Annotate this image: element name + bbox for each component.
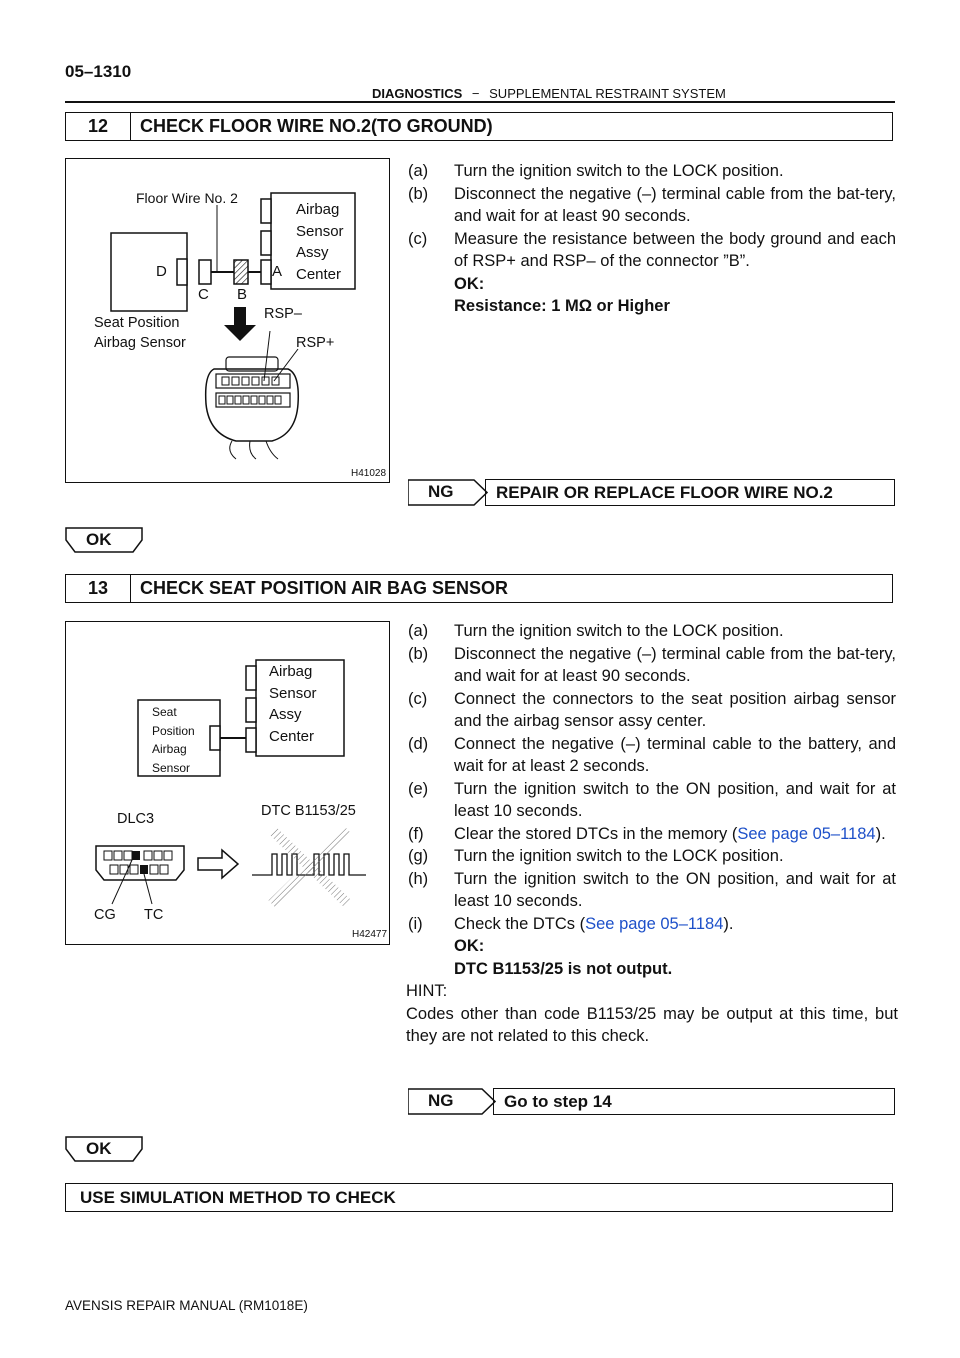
instruction-item: (a) Turn the ignition switch to the LOCK position. [408, 622, 784, 640]
ok-criteria: Resistance: 1 MΩ or Higher [454, 297, 670, 315]
step-12-header [65, 112, 893, 141]
seat-sensor-label: Seat Position Airbag Sensor [94, 315, 186, 351]
step-13-ng-row [408, 1088, 895, 1115]
dlc3-label: DLC3 [117, 811, 155, 827]
step-13-header [65, 574, 893, 603]
instruction-item: (e) Turn the ignition switch to the ON position, and wait for at least 10 seconds. [408, 779, 896, 820]
airbag-sensor-label-2: Airbag Sensor Assy Center [269, 663, 317, 745]
page-number: 05–1310 [65, 62, 132, 81]
tc-terminal-label: TC [144, 907, 164, 923]
header-dash: − [471, 86, 480, 101]
header-rule [65, 101, 895, 103]
instruction-item: (b) Disconnect the negative (–) terminal cable from the bat-tery, and wait for at least 90 seconds. [408, 644, 896, 685]
instruction-item: (i) Check the DTCs (See page 05–1184). [408, 914, 734, 933]
instruction-item: (c) Connect the connectors to the seat position airbag sensor and the airbag sensor assy center. [408, 689, 896, 730]
figure-code-h42477: H42477 [352, 929, 388, 940]
final-action-box: USE SIMULATION METHOD TO CHECK [65, 1183, 893, 1212]
floor-wire-label: Floor Wire No. 2 [136, 190, 238, 206]
step-13-title: CHECK SEAT POSITION AIR BAG SENSOR [140, 578, 509, 598]
ng-label: NG [428, 1091, 454, 1110]
step-13-ok-tab: OK [65, 1136, 143, 1167]
step-13-number: 13 [66, 575, 131, 602]
step-12-instructions [408, 160, 896, 318]
step-12-ok-tab: OK [65, 527, 143, 558]
rsp-minus-label: RSP– [264, 306, 302, 322]
cg-terminal-label: CG [94, 907, 116, 923]
connector-d-label: D [156, 263, 167, 280]
connector-c-label: C [198, 286, 209, 303]
instruction-item: (g) Turn the ignition switch to the LOCK position. [408, 847, 784, 865]
connector-b-label: B [237, 286, 248, 303]
connector-a-label: A [272, 263, 283, 280]
ok-criteria: DTC B1153/25 is not output. [454, 959, 673, 978]
step-13-figure [65, 621, 390, 945]
hint-text: Codes other than code B1153/25 may be output at this time, but they are not related to this check. [406, 1004, 898, 1045]
footer: AVENSIS REPAIR MANUAL (RM1018E) [65, 1298, 308, 1313]
figure-code-h41028: H41028 [351, 468, 387, 479]
header-subsection: SUPPLEMENTAL RESTRAINT SYSTEM [489, 86, 726, 101]
instruction-item: (h) Turn the ignition switch to the ON position, and wait for at least 10 seconds. [408, 869, 896, 910]
ng-action: REPAIR OR REPLACE FLOOR WIRE NO.2 [485, 479, 895, 506]
dtc-check-diagram [66, 622, 388, 943]
step-12-title: CHECK FLOOR WIRE NO.2(TO GROUND) [140, 116, 493, 136]
step-12-figure [65, 158, 390, 483]
instruction-item: (c) Measure the resistance between the body ground and each of RSP+ and RSP– of the connector ”B”. [408, 229, 896, 270]
dtc-label: DTC B1153/25 [261, 803, 356, 819]
ng-label: NG [428, 482, 454, 501]
instruction-item: (d) Connect the negative (–) terminal cable to the battery, and wait for at least 2 seconds. [408, 734, 896, 775]
header-section: DIAGNOSTICS [372, 86, 463, 101]
hint-label: HINT: [406, 982, 448, 1000]
rsp-plus-label: RSP+ [296, 335, 335, 351]
see-page-link[interactable]: See page 05–1184 [585, 914, 724, 933]
instruction-item: (a) Turn the ignition switch to the LOCK position. [408, 162, 784, 180]
step-12-ng-row [408, 479, 895, 506]
see-page-link[interactable]: See page 05–1184 [737, 824, 876, 843]
instruction-item: (f) Clear the stored DTCs in the memory (See page 05–1184). [408, 824, 886, 843]
step-13-instructions [408, 620, 896, 1048]
seat-sensor-label-2: Seat Position Airbag Sensor [152, 705, 195, 775]
running-header [372, 86, 726, 101]
instruction-item: (b) Disconnect the negative (–) terminal cable from the bat-tery, and wait for at least 90 seconds. [408, 184, 896, 225]
airbag-sensor-label: Airbag Sensor Assy Center [296, 201, 344, 283]
step-12-number: 12 [66, 113, 131, 140]
ok-label: OK: [454, 274, 485, 293]
ok-label: OK: [454, 937, 485, 955]
ng-action: Go to step 14 [493, 1088, 895, 1115]
